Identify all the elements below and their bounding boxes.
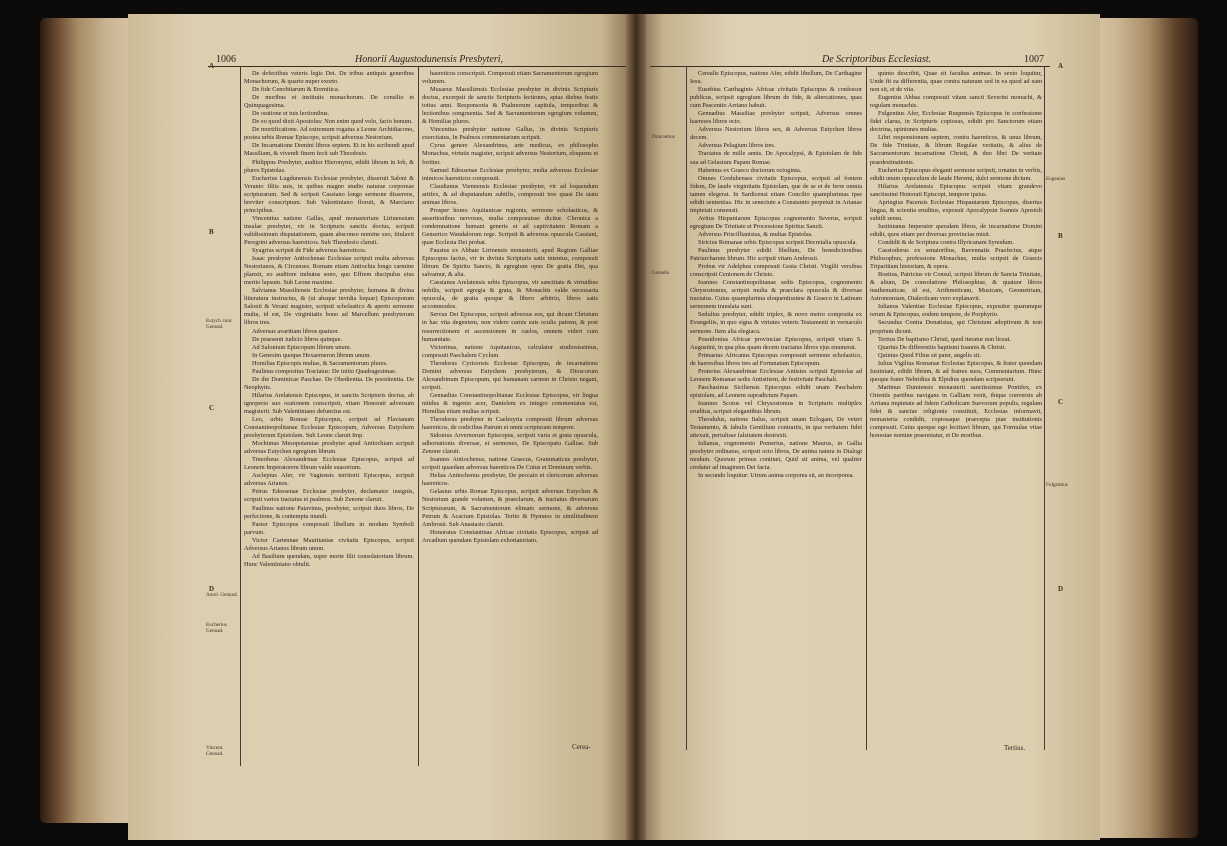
book-edge-right: [1088, 18, 1198, 838]
paragraph: Cassiodorus ex senatoribus, Ravennatis Praefectus, atque Philosophus, professione Monachus, multa scripsit de Graecis Tripartitam historiam, & opera.: [870, 247, 1042, 271]
paragraph: Vincentius natione Gallus, apud monasterium Lirinensium insulae presbyter, vir in Scripturis sanctis doctus, scripsit validissimum disputationem, quam absconso nomine suo, titulavit Peregrini adversus haereticos. Sub Theodosio claruit.: [244, 214, 414, 246]
paragraph: Homilias Episcopis multas, & Sacramentorum plures.: [252, 359, 388, 367]
right-column-divider: [866, 66, 867, 750]
paragraph: Paulinus presbyter edidit libellum, De benedictionibus Patriarcharum librum. Hic scripsit vitam Ambrosii.: [690, 247, 862, 263]
paragraph: Faustus ex Abbate Lirinensis monasterii, apud Regium Galliae Episcopus factus, vir in divinis Scripturis satis intentus, composuit librum De Spiritu Sancto, & egregium opus De gratia Dei, qua salvamur, & alia.: [422, 247, 598, 279]
left-catchword: Cerea-: [572, 743, 591, 751]
paragraph: Adversus Pelagium libros tres.: [698, 142, 776, 150]
paragraph: Proterius Alexandrinae Ecclesiae Antistes scripsit Epistolas ad Leonem Romanae sedis Antistitem, de festivitate Paschali.: [690, 367, 862, 383]
paragraph: Cerealis Episcopus, natione Afer, edidit libellum, De Carthagine Iesu.: [690, 70, 862, 86]
paragraph: Victorinus, natione Aquitanicus, calculator studiosissimus, composuit Paschalem Cyclum.: [422, 343, 598, 359]
right-section-letter: B: [1058, 232, 1063, 240]
left-margin-note: Aurel. Gennad.: [206, 592, 238, 598]
paragraph: Adversus Nestorium libros sex, & Adversus Eutychen libros decem.: [690, 126, 862, 142]
left-margin-note: Eucherius Gennad.: [206, 622, 227, 635]
paragraph: Paschasinus Siciliensis Episcopus edidit unam Paschalem epistolam, ad Leonem supradictum Papam.: [690, 383, 862, 399]
paragraph: Isaac presbyter Antiochenae Ecclesiae scripsit multa adversus Nestorianos, & Circenses. Romam etiam Antiochia longo carmine planxit, eo auditore imbutus sono, quo Effrem discipulus eius merito lapsum. Sub Leone maxime.: [244, 255, 414, 287]
right-section-letter: A: [1058, 62, 1064, 70]
paragraph: Leo, urbis Romae Episcopus, scripsit ad Flavianum Constantinopolitanae Ecclesiae Episcopum, Adversus Eutychem presbyterum Epistolam. Sub Leone claruit Imp.: [244, 416, 414, 440]
left-margin-note: Vincent. Gennad.: [206, 745, 224, 758]
right-margin-rule-outer: [1044, 66, 1045, 750]
paragraph: Claudianus Viennensis Ecclesiae presbyter, vir ad loquendum artifex, & ad disputandum subtilis, composuit tres quasi De statu animae libros.: [422, 182, 598, 206]
right-section-letter: C: [1058, 398, 1064, 406]
paragraph: Syagrius scripsit de Fide adversus haereticos.: [252, 247, 367, 255]
left-margin-note: Eutych. tunc Gennad.: [206, 318, 233, 331]
paragraph: quinto describit, Quae sit facultas animae. In sexto loquitur, Unde fit ea differentia, quae contra naturam sed in ea quod ad eam non sit, et de vita.: [870, 70, 1042, 94]
left-page-column-1: [244, 70, 414, 764]
paragraph: Omnes Cordubenses civitatis Episcopus, scripsit ad fontem fidem, De laude virginitatis Epistolam, que de se et de ferre omnia tamen elegerat. In Sardicensi etiam Concilio quamplurimas ipse edidit sententias. Hic in senectute a Constantio perpetuit in Arianae impietati consensit.: [690, 174, 862, 214]
paragraph: In Genesim quoque Hexaemeron librum unum.: [252, 351, 371, 359]
paragraph: Quartus De differentiis baptismi Ioannis & Christi.: [878, 343, 1007, 351]
right-page-column-1: [690, 70, 862, 746]
paragraph: Cassianus Arelatensis urbis Episcopus, vir sanctitate & virtutibus nobilis, scripsit egregia & grata, & Monachis valde necessaria opuscula, de gratia quoque & libero arbitrio, libros satis accommodos.: [422, 279, 598, 311]
paragraph: Helias Antiochenus presbyter, De peccato et clericorum adversus haereticos.: [422, 472, 598, 488]
paragraph: Adversus Priscillianistas, & multas Epistolas.: [698, 230, 813, 238]
paragraph: Paulinus compositus Tractatus: De initio Quadragesimae.: [252, 367, 397, 375]
right-page-column-2: [870, 70, 1042, 740]
paragraph: Secundus Contra Donatistas, qui Christum adoptivum & non proprium dicunt.: [870, 319, 1042, 335]
paragraph: Victor Cartennae Mauritaniae civitatis Episcopus, scripsit Adversus Arianos librum unum.: [244, 536, 414, 552]
right-section-letter: D: [1058, 585, 1064, 593]
paragraph: Avitus Hispaniarum Episcopus cognomento Severus, scripsit egregium De Trinitate et Processione Spiritus Sancti.: [690, 214, 862, 230]
paragraph: Servus Dei Episcopus, scripsit adversus eos, qui dicunt Christum in hac vita degentem, non videre carnis suis oculis patrem, & post resurrectionem et ascensionem in caelos, omnem videri cum humanitate.: [422, 311, 598, 343]
right-margin-note: Cerealis: [652, 270, 669, 276]
paragraph: Probus vir Adelphus composuit Gesta Christi. Virgilii versibus conscripsit Centonem de Christo.: [690, 263, 862, 279]
paragraph: Sedulius presbyter, edidit triplex, & novo metro composita ex Evangeliis, in quo signa & virtutes veteris Testamenti in vernaculo sermone. Item alia elegiaca.: [690, 311, 862, 335]
left-section-letter: C: [209, 404, 215, 412]
left-margin-rule: [240, 66, 241, 766]
paragraph: De Incarnatione Domini libros septem. Et in his scribendi apud Massiliam, & vivendi finem fecit sub Theodosio.: [244, 142, 414, 158]
paragraph: Gennadius Massiliae presbyter scripsit, Adversus omnes haereses libros octo.: [690, 110, 862, 126]
paragraph: Primasius Africanus Episcopus composuit sermone scholastico, de haeresibus libros tres ad Fortunatum Episcopum.: [690, 351, 862, 367]
paragraph: haereticos conscripsit. Composuit etiam Sacramentorum egregium volumen.: [422, 70, 598, 86]
paragraph: Gennadius Constantinopolitanae Ecclesiae Episcopus, vir lingua nitidus & ingenio acer, Danielem ex integro commentatus est, Homilias etiam multas scripsit.: [422, 391, 598, 415]
right-running-head: De Scriptoribus Ecclesiast.: [822, 54, 932, 65]
paragraph: Boetius, Patricius vir Consul, scripsit librum de Sancta Trinitate, & alium, De consolatione Philosophiae, & quatuor libros mathematicae, id est, Arithmeticam, Musicam, Geometriam, Astronomiam, Dialecticam vero explanavit.: [870, 271, 1042, 303]
paragraph: Adversus avaritiam libros quatuor.: [252, 327, 340, 335]
paragraph: Sidonius Arvernorum Episcopus, scripsit varia et grata opuscula, adhortationis diversae, et sermones, De Episcopatu Galliae. Sub Zenone claruit.: [422, 432, 598, 456]
paragraph: Gelasius urbis Romae Episcopus, scripsit adversus Eutychen & Nestorium grande volumen, & praeclarum, & tractatus diversarum Scripturarum, & Sacramentorum elimato sermone, & adversus Petrum & Acacium Epistolas. Tertio & Hymnos in similitudinem Ambrosii. Sub Anastasio claruit.: [422, 488, 598, 528]
paragraph: Siricius Romanae urbis Episcopus scripsit Decretalia opuscula.: [698, 238, 857, 246]
paragraph: Ioannes Constantinopolitanae sedis Episcopus, cognomento Chrysostomus, scripsit multa & praeclara opuscula & diversas tractatus. Cuius quamplurima eloquentissime & Graeco in Latinum sermonem translata sunt.: [690, 279, 862, 311]
paragraph: Iulianus Valentiae Ecclesiae Episcopus, expositor quarumque rerum & Episcopus, eodem tempore, de Porphyrio.: [870, 303, 1042, 319]
paragraph: Musaeus Massiliensis Ecclesiae presbyter in divinis Scripturis doctus, excerpsit de sanctis Scripturis lectiones, aptas diebus festis totius anni. Responsoria & Psalmorum capitula, temporibus & lectionibus congruentia. Sed & Sacramentorum egregium volumen, & Homilias plures.: [422, 86, 598, 126]
paragraph: De fide Cenobitarum & Eremitica.: [252, 86, 340, 94]
paragraph: De die Dominicae Paschae. De Obedientia. De poenitentia. De Neophytis.: [244, 375, 414, 391]
paragraph: Eucherius Lugdunensis Ecclesiae presbyter, disseruit Saloni & Veranio filiis suis, in quibus magno studio naturae corporeae scripturarum. Sed & scripsit Cassiano longo sermone disserens, breviter conscriptum. Sub Valentiniano floruit, & Marciano principibus.: [244, 174, 414, 214]
paragraph: Ioannes Antiochenus, natione Graecus, Grammaticus presbyter, scripsit quaedam adversus haereticos De Cuius et Dominum verbis.: [422, 456, 598, 472]
paragraph: Tertius De baptismo Christi, quod iteratur non liceat.: [878, 335, 1011, 343]
paragraph: Eusebius Carthaginis Africae civitatis Episcopus & confessor publicus, scripsit egregium librum de fide, & altercationes, quas cum Pascentio Arriano habuit.: [690, 86, 862, 110]
paragraph: Fulgentius Afer, Ecclesiae Ruspensis Episcopus in confessione fidei clarus, in Scripturis copiosus, edidit pro Sanctorum etiam doctrina, opiniones multas.: [870, 110, 1042, 134]
paragraph: Eugenius Abbas composuit vitam sancti Severini monachi, & regulam monachis.: [870, 94, 1042, 110]
paragraph: De oratione et tuis lectionibus.: [252, 110, 330, 118]
paragraph: Timotheus Alexandrinae Ecclesiae Episcopus, scripsit ad Leonem Imperatorem librum valde suasorium.: [244, 456, 414, 472]
paragraph: Apringius Pacensis Ecclesiae Hispaniarum Episcopus, disertus lingua, & scientia eruditus, exposuit Apocalypsin Ioannis Apostoli subtili sensu.: [870, 198, 1042, 222]
right-margin-note: Eugenius: [1046, 176, 1066, 182]
left-running-head: Honorii Augustodunensis Presbyteri,: [355, 54, 504, 65]
left-column-divider: [418, 66, 419, 766]
paragraph: De mortificatione. Ad extremum rogatus a Leone Archidiacono, postea urbis Romae Episcopo, scripsit adversus Nestorium.: [244, 126, 414, 142]
paragraph: De moribus et institutis monachorum. De consilio et Quinquagesima.: [244, 94, 414, 110]
right-margin-note: Dracontius: [652, 134, 675, 140]
paragraph: Cyrus genere Alexandrinus, arte medicus, ex philosopho Monachus, virtutis magister, scripsit adversus Nestorium, eloquens et fortiter.: [422, 142, 598, 166]
left-section-letter: A: [209, 62, 215, 70]
paragraph: In secundo loquitur: Utrum anima corporea sit, an incorporea.: [698, 472, 854, 480]
paragraph: Honoratus Constantinae Africae civitatis Episcopus, scripsit ad Arcadium quendam Epistolam exhortatoriam.: [422, 528, 598, 544]
paragraph: Theodorus Cyricensis Ecclesiae Episcopus, de incarnatione Domini adversus Eutychem presbyterum, & Dioscorum Alexandrinum Episcopum, qui humanam carnem in Christo negant, scripsit.: [422, 359, 598, 391]
paragraph: Iulianus, cognomento Pomerius, natione Maurus, in Gallia presbyter ordinatus, scripsit octo libros, De anima natura in Dialogi modum. Quorum primus continet, Quid sit anima, vel qualiter credatur ad imaginem Dei facta.: [690, 440, 862, 472]
paragraph: Habemus ex Graeco doctorum octoginta.: [698, 166, 802, 174]
left-section-letter: B: [209, 228, 214, 236]
left-section-letter: D: [209, 585, 215, 593]
right-page-number: 1007: [1024, 54, 1044, 65]
left-head-rule: [208, 66, 626, 67]
paragraph: Iulius Vigilius Romanae Ecclesiae Episcopus, & frater quondam Iustiniani, edidit librum, & ad fratres suos, Commentarium. Hunc quoque frater Nebridius & Elpidius quondam scripserunt.: [870, 359, 1042, 383]
paragraph: Martinus Dumiensis monasterii sanctissimus Pontifex, ex Orientis partibus navigans in Galliam venit, ibique conversis ab Arriana impietate ad fidem Catholicam Suevorum populis, regulam fidei & sanctae religionis constituit, Ecclesias informavit, monasteria condidit, copiosaque praecepta piae institutionis composuit. Cuius quoque ego lectitavi librum, qui Formulae vitae honestae nomine praenotatur, et De moribus.: [870, 383, 1042, 440]
paragraph: Philippus Presbyter, auditor Hieronymi, edidit librum in Iob, & plures Epistolas.: [244, 158, 414, 174]
paragraph: Condidit & de Scriptura contra Illyricanam Synodum.: [878, 238, 1014, 246]
paragraph: Mochimus Mesopotamiae presbyter apud Antiochiam scripsit adversus Eutychen egregium librum.: [244, 440, 414, 456]
right-head-rule: [650, 66, 1050, 67]
paragraph: Asclepius Afer, vir Vagiensis territorii Episcopus, scripsit adversus Arianos.: [244, 472, 414, 488]
right-margin-rule: [686, 66, 687, 750]
paragraph: Quintus Quod Filius sit pater, angelis sit.: [878, 351, 981, 359]
paragraph: Salvianus Massiliensis Ecclesiae presbyter, humana & divina litteratura instructus, & (ut absque invidia loquar) Episcoporum Salonii & Verani magister, scripsit scholastico & aperto sermone multa, id est, De virginitatis bono ad Marcellum presbyterum libros tres.: [244, 287, 414, 327]
right-margin-note: Fulgentius: [1046, 482, 1068, 488]
paragraph: Theodorus presbyter in Caelesyria composuit librum adversus haereticos, de codicibus Patrum et omni scripturam tempore.: [422, 416, 598, 432]
book-edge-left: [40, 18, 136, 823]
paragraph: Paulinus natione Patavinus, presbyter, scripsit duos libros, De perfectione, & contemptu mundi.: [244, 504, 414, 520]
paragraph: Hilarius Arelatensis Episcopus, in sanctis Scripturis doctus, ab ignoperio suo orationem conscripsit, vitam Honorati adversum magisterii. Sub Valentiniano defunctus est.: [244, 391, 414, 415]
paragraph: Vincentius presbyter natione Gallus, in divinis Scripturis exercitatus, In Psalmos commentarium scripsit.: [422, 126, 598, 142]
left-page-number: 1006: [216, 54, 236, 65]
gutter: [626, 14, 646, 840]
paragraph: Libri responsionum septem, contra haereticos, & unus librum, De fide Trinitate, & librum Regulae veritatis, & alius de Sacramentorum incarnatione Christi, & duo libri De veritate praedestinationis.: [870, 134, 1042, 166]
paragraph: Ad Salonium Episcopum librum unum.: [252, 343, 352, 351]
paragraph: Pastor Episcopus composuit libellum in modum Symboli parvum.: [244, 520, 414, 536]
left-page-column-2: [422, 70, 598, 736]
right-catchword: Tertius.: [1004, 744, 1026, 752]
paragraph: Theodulus, natione Italus, scripsit unam Eclogam, De veteri Testamento, & fabulis Gentilium contrariis, in qua veritatem fidei attexuit, pertulisse falsitatem destruxit.: [690, 416, 862, 440]
paragraph: Eucherius Episcopus eleganti sermone scripsit, ornatus in verbis, edidit unum opusculum de laude Heremi, dulci sermone dictum.: [870, 166, 1042, 182]
paragraph: Ioannes Scotus vel Chrysostomus in Scripturis multiplex eruditus, scripsit elegantibus librum.: [690, 399, 862, 415]
paragraph: De eo quod dixit Apostolus: Non enim quod volo, facio bonum.: [252, 118, 413, 126]
paragraph: Prosper homo Aquitanicae regionis, sermone scholasticus, & assertionibus nervosus, multa composuisse dicitur. Chronica a condemnatione humani generis et ad captivitatem Romam a Genserico Wandalorum rege. Scripsit & adversus opuscula Cassiani, quae Ecclesia Dei probat.: [422, 206, 598, 246]
paragraph: De praesenti iudicio libros quinque.: [252, 335, 343, 343]
paragraph: Possidonius Africae provinciae Episcopus, scripsit vitam S. Augustini, in qua plus quam decem tractatus libros ejus enumerat.: [690, 335, 862, 351]
paragraph: Tractatus de mille annis. De Apocalypsi, & Epistolam de fide sua ad Gelasium Papam Romae.: [690, 150, 862, 166]
paragraph: De defectibus veteris legis Dei. De tribus antiquis generibus Monachorum, & quarto nuper exorto.: [244, 70, 414, 86]
paragraph: Samuel Edessenae Ecclesiae presbyter, multa adversus Ecclesiae inimicos haereticos composuit.: [422, 166, 598, 182]
paragraph: Hilarius Arelatensis Episcopus scripsit vitam grandevo sanctissimi Honorati Episcopi, tempore ipsius.: [870, 182, 1042, 198]
paragraph: Ad Basilium quendam, super morte filii consolatorium librum. Hunc Valentiniano obtulit.: [244, 552, 414, 568]
paragraph: Petrus Edessenae Ecclesiae presbyter, declamator insignis, scripsit varios tractatus et psalmos. Sub Zenone claruit.: [244, 488, 414, 504]
paragraph: Iustinianus Imperator quosdam libros, de incarnatione Domini edidit, quos etiam per diversas provincias misit.: [870, 222, 1042, 238]
